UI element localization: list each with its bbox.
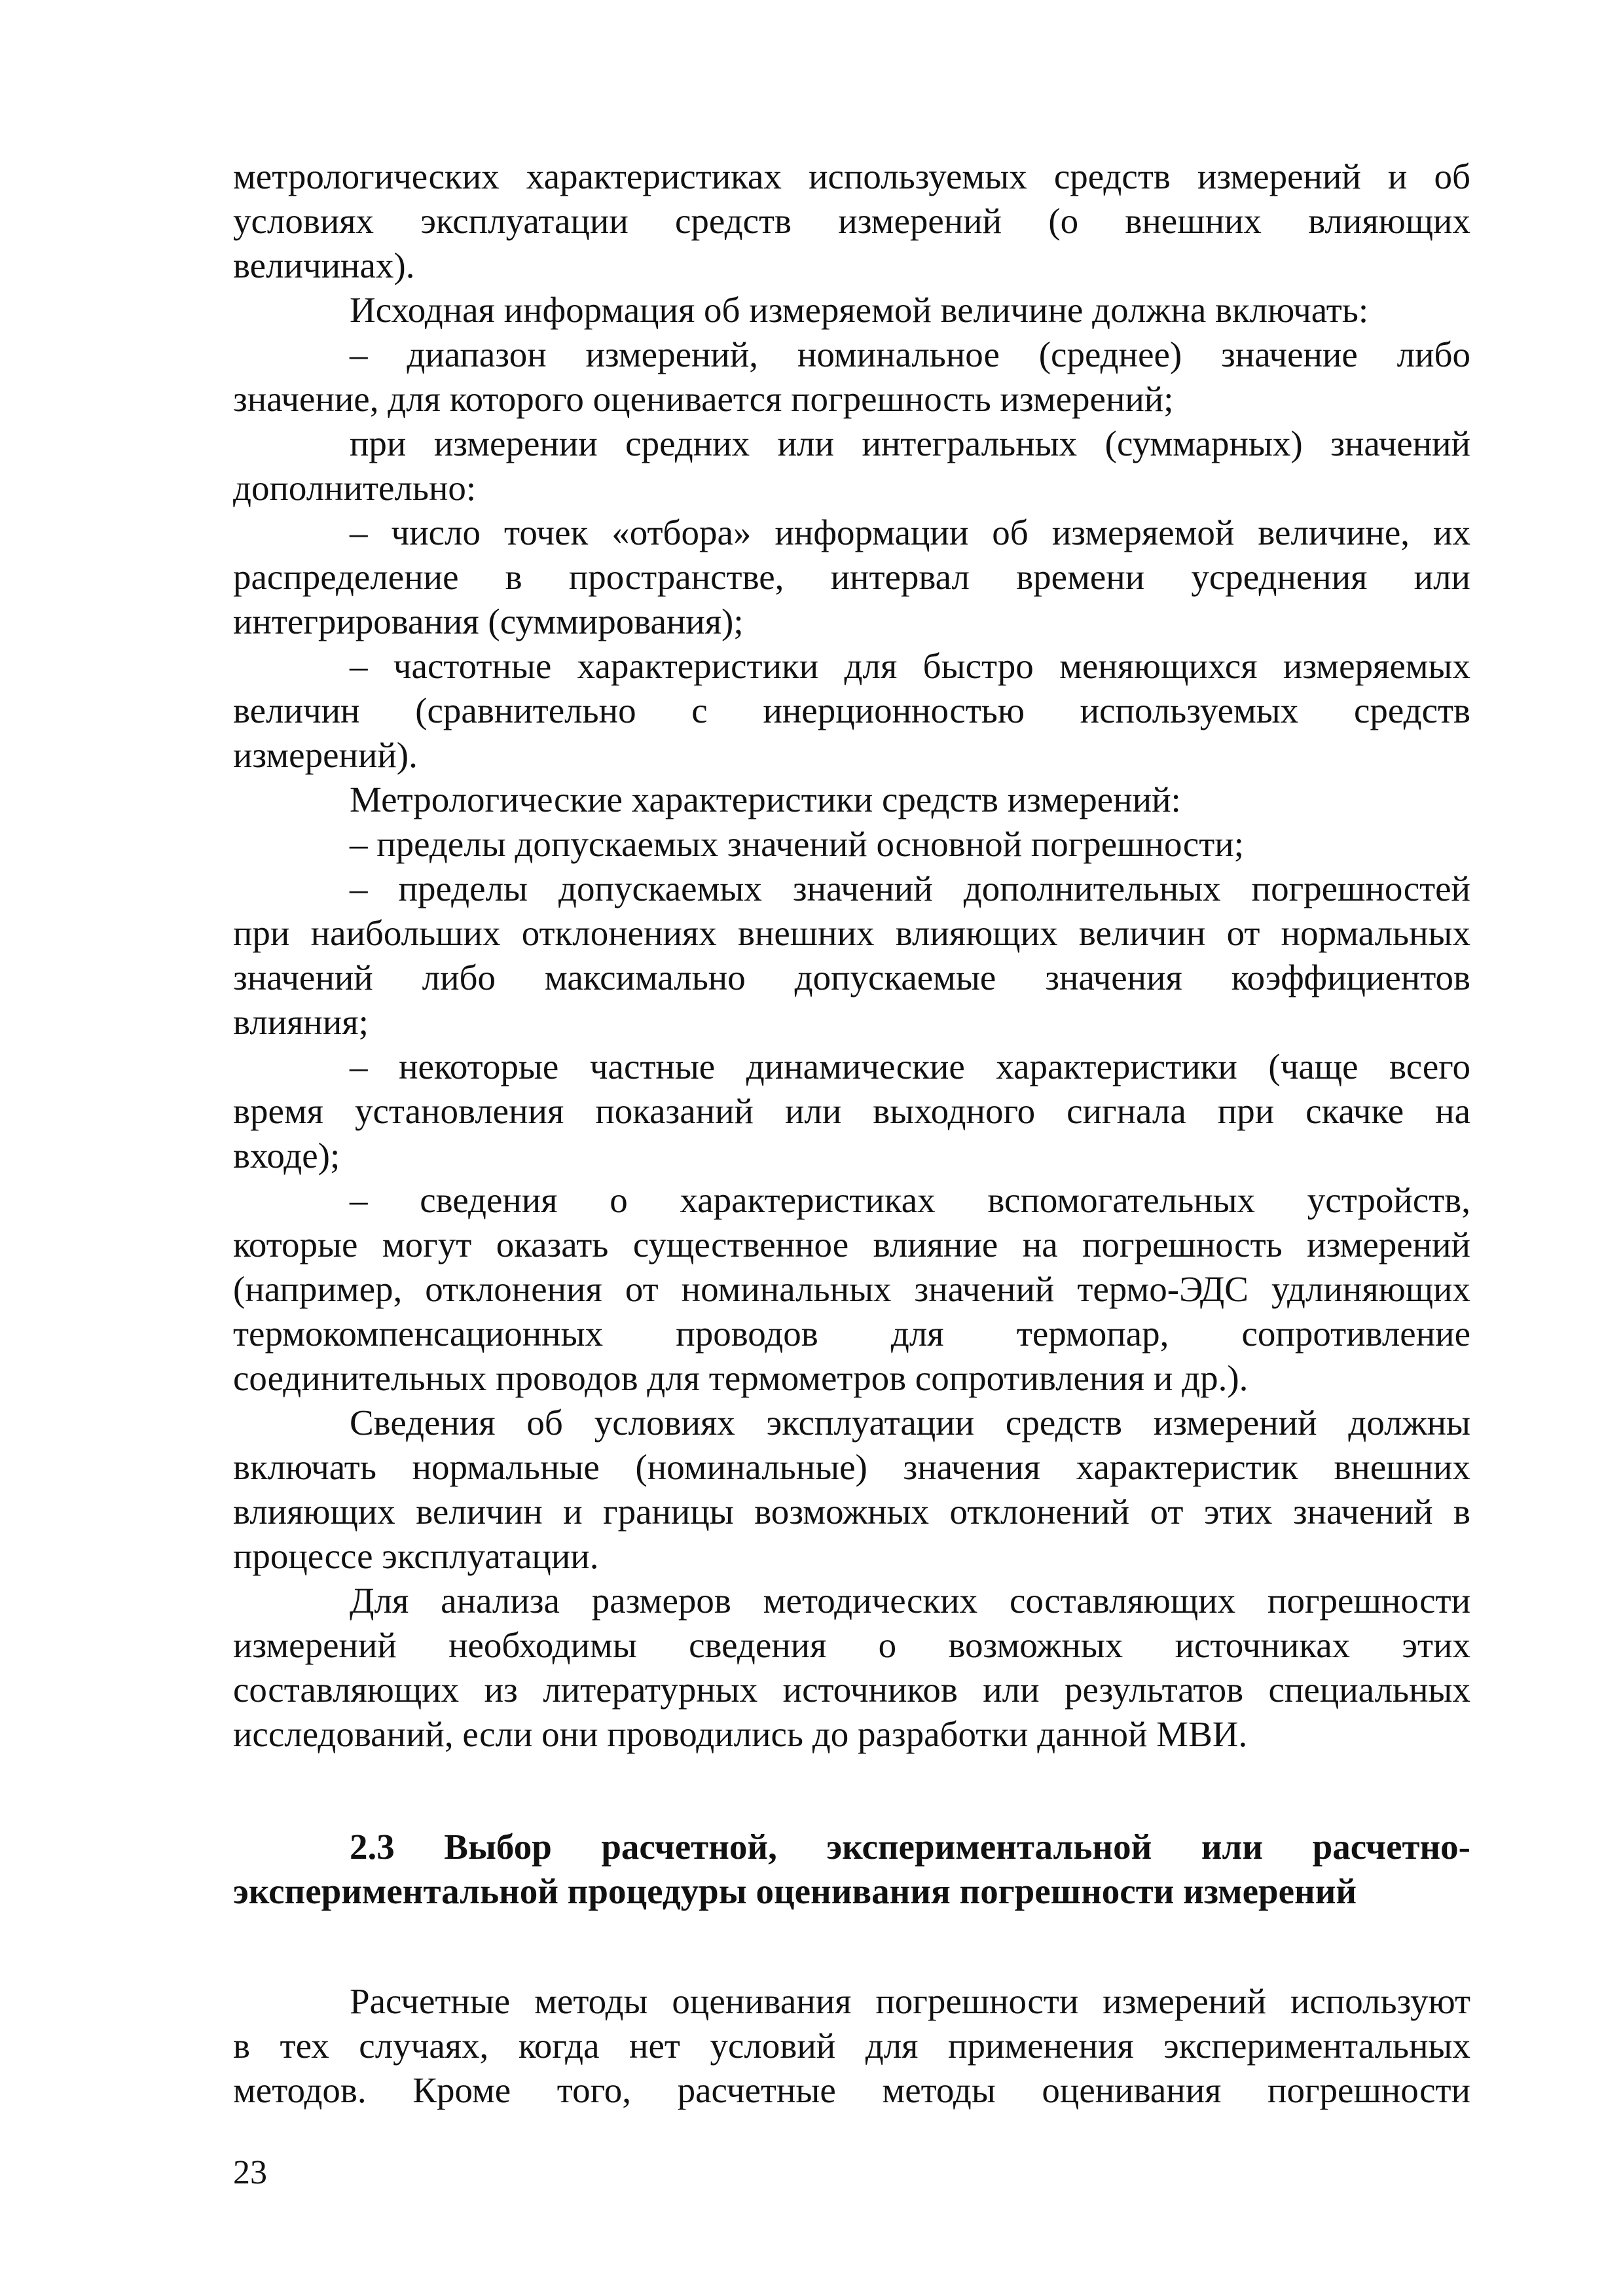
text-line: измерений необходимы сведения о возможных источниках этих: [233, 1625, 1470, 1665]
list-item: [233, 1045, 1470, 1178]
text-line: – пределы допускаемых значений дополнительных погрешностей: [350, 869, 1470, 908]
text-line: условиях эксплуатации средств измерений (о внешних влияющих: [233, 201, 1470, 241]
text-line: процессе эксплуатации.: [233, 1536, 599, 1576]
text-line: входе);: [233, 1136, 340, 1175]
text-line: – диапазон измерений, номинальное (среднее) значение либо: [350, 334, 1470, 374]
text-line: при наибольших отклонениях внешних влияющих величин от нормальных: [233, 913, 1470, 953]
text-line: – частотные характеристики для быстро меняющихся измеряемых: [350, 646, 1470, 686]
text-line: Сведения об условиях эксплуатации средств измерений должны: [350, 1403, 1470, 1443]
paragraph: [233, 1579, 1470, 1757]
paragraph: [233, 1979, 1470, 2113]
heading-line: экспериментальной процедуры оценивания погрешности измерений: [233, 1871, 1357, 1911]
text-line: – некоторые частные динамические характеристики (чаще всего: [350, 1047, 1470, 1086]
paragraph: [233, 1401, 1470, 1579]
section-heading: [233, 1825, 1470, 1914]
text-line: дополнительно:: [233, 468, 477, 508]
text-line: термокомпенсационных проводов для термопар, сопротивление: [233, 1314, 1470, 1354]
list-item: [233, 1178, 1470, 1401]
text-line: измерений).: [233, 735, 418, 775]
list-item: [233, 332, 1470, 422]
text-line: влияющих величин и границы возможных отклонений от этих значений в: [233, 1492, 1470, 1532]
text-line: которые могут оказать существенное влияние на погрешность измерений: [233, 1225, 1470, 1265]
text-line: составляющих из литературных источников или результатов специальных: [233, 1670, 1470, 1710]
spacer: [233, 1757, 1470, 1825]
text-line: значений либо максимально допускаемые значения коэффициентов: [233, 958, 1470, 997]
paragraph: [233, 422, 1470, 511]
text-line: в тех случаях, когда нет условий для применения экспериментальных: [233, 2026, 1470, 2066]
text-line: Расчетные методы оценивания погрешности измерений используют: [350, 1981, 1470, 2021]
document-page: [233, 154, 1470, 2113]
list-item: [233, 822, 1470, 867]
text-line: включать нормальные (номинальные) значения характеристик внешних: [233, 1447, 1470, 1487]
text-line: интегрирования (суммирования);: [233, 601, 744, 641]
text-line: метрологических характеристиках используемых средств измерений и об: [233, 156, 1470, 196]
text-line: методов. Кроме того, расчетные методы оценивания погрешности: [233, 2070, 1470, 2110]
text-line: исследований, если они проводились до разработки данной МВИ.: [233, 1714, 1248, 1754]
list-item: [233, 867, 1470, 1045]
text-line: – пределы допускаемых значений основной погрешности;: [350, 824, 1244, 864]
text-line: Для анализа размеров методических составляющих погрешности: [350, 1581, 1470, 1621]
text-line: – сведения о характеристиках вспомогательных устройств,: [350, 1180, 1470, 1220]
text-line: (например, отклонения от номинальных значений термо-ЭДС удлиняющих: [233, 1269, 1470, 1309]
heading-line: 2.3 Выбор расчетной, экспериментальной или расчетно-: [350, 1827, 1470, 1867]
text-line: – число точек «отбора» информации об измеряемой величине, их: [350, 512, 1470, 552]
list-item: [233, 644, 1470, 778]
text-line: Метрологические характеристики средств измерений:: [350, 780, 1181, 819]
list-item: [233, 511, 1470, 644]
text-line: соединительных проводов для термометров сопротивления и др.).: [233, 1358, 1249, 1398]
text-line: величин (сравнительно с инерционностью используемых средств: [233, 691, 1470, 730]
paragraph: [233, 778, 1470, 822]
paragraph: [233, 154, 1470, 288]
text-line: при измерении средних или интегральных (суммарных) значений: [350, 423, 1470, 463]
paragraph: [233, 288, 1470, 332]
page-number: 23: [233, 2154, 267, 2191]
text-line: величинах).: [233, 245, 415, 285]
text-line: влияния;: [233, 1002, 369, 1042]
text-line: время установления показаний или выходного сигнала при скачке на: [233, 1091, 1470, 1131]
text-line: Исходная информация об измеряемой величине должна включать:: [350, 290, 1369, 330]
text-line: распределение в пространстве, интервал времени усреднения или: [233, 557, 1470, 597]
text-line: значение, для которого оценивается погрешность измерений;: [233, 379, 1174, 419]
spacer: [233, 1914, 1470, 1979]
